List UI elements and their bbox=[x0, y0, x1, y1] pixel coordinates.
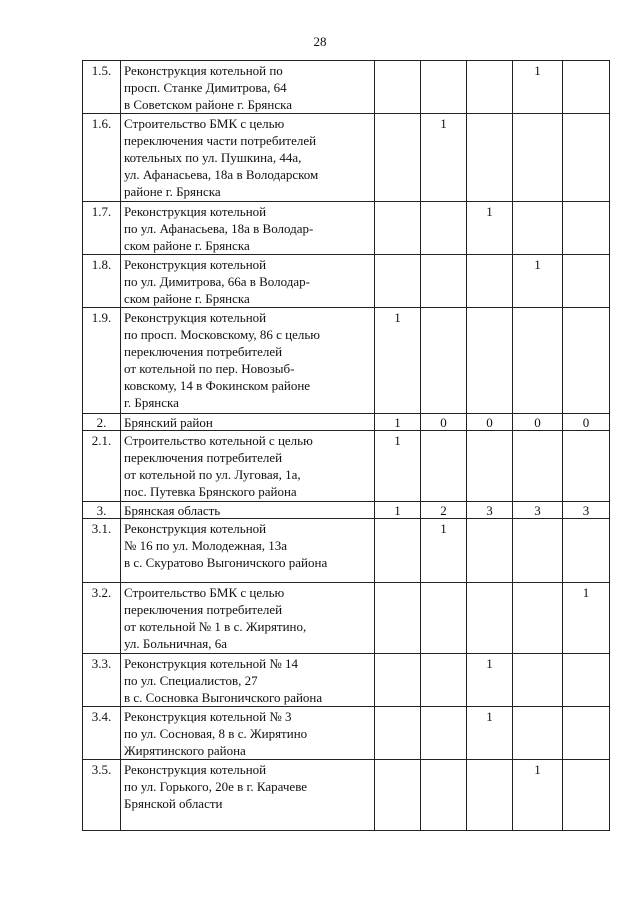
row-value-col-5: 0 bbox=[563, 414, 610, 431]
row-number: 3. bbox=[83, 502, 121, 519]
row-number: 3.2. bbox=[83, 583, 121, 654]
row-number: 3.5. bbox=[83, 760, 121, 831]
row-description: Строительство котельной с целью переключения потребителей от котельной по ул. Луговая, 1а, пос. Путевка Брянского района bbox=[121, 431, 375, 502]
table-row bbox=[83, 707, 610, 760]
row-value-col-3 bbox=[467, 61, 513, 114]
row-number: 2.1. bbox=[83, 431, 121, 502]
row-description: Строительство БМК с целью переключения потребителей от котельной № 1 в с. Жирятино, ул. Больничная, 6а bbox=[121, 583, 375, 654]
table-row bbox=[83, 760, 610, 831]
row-value-col-1 bbox=[375, 654, 421, 707]
row-value-col-2 bbox=[421, 202, 467, 255]
row-value-col-1 bbox=[375, 583, 421, 654]
boiler-plan-table bbox=[82, 60, 610, 831]
row-number: 3.4. bbox=[83, 707, 121, 760]
row-number: 1.6. bbox=[83, 114, 121, 202]
row-value-col-1 bbox=[375, 707, 421, 760]
row-value-col-4: 0 bbox=[513, 414, 563, 431]
row-value-col-1 bbox=[375, 760, 421, 831]
row-value-col-2 bbox=[421, 654, 467, 707]
row-value-col-2: 0 bbox=[421, 414, 467, 431]
row-value-col-5 bbox=[563, 707, 610, 760]
row-value-col-3 bbox=[467, 308, 513, 414]
row-value-col-4: 1 bbox=[513, 255, 563, 308]
row-value-col-2 bbox=[421, 308, 467, 414]
row-number: 2. bbox=[83, 414, 121, 431]
row-value-col-1: 1 bbox=[375, 502, 421, 519]
row-value-col-2 bbox=[421, 255, 467, 308]
row-value-col-1: 1 bbox=[375, 414, 421, 431]
table-row bbox=[83, 114, 610, 202]
row-value-col-5 bbox=[563, 114, 610, 202]
table-summary-row bbox=[83, 414, 610, 431]
row-value-col-2 bbox=[421, 61, 467, 114]
row-value-col-1 bbox=[375, 519, 421, 583]
row-value-col-3 bbox=[467, 519, 513, 583]
row-description: Реконструкция котельной № 14 по ул. Специалистов, 27 в с. Сосновка Выгоничского района bbox=[121, 654, 375, 707]
row-value-col-5 bbox=[563, 61, 610, 114]
table-row bbox=[83, 583, 610, 654]
table-row bbox=[83, 255, 610, 308]
row-value-col-4 bbox=[513, 308, 563, 414]
row-value-col-3 bbox=[467, 583, 513, 654]
row-value-col-3: 0 bbox=[467, 414, 513, 431]
row-value-col-2 bbox=[421, 431, 467, 502]
row-value-col-2: 1 bbox=[421, 519, 467, 583]
row-value-col-5 bbox=[563, 431, 610, 502]
row-description: Брянская область bbox=[121, 502, 375, 519]
row-value-col-3 bbox=[467, 255, 513, 308]
row-value-col-1: 1 bbox=[375, 308, 421, 414]
row-value-col-2 bbox=[421, 707, 467, 760]
row-value-col-4 bbox=[513, 583, 563, 654]
row-value-col-2: 2 bbox=[421, 502, 467, 519]
row-value-col-1 bbox=[375, 114, 421, 202]
row-value-col-1: 1 bbox=[375, 431, 421, 502]
row-value-col-4 bbox=[513, 431, 563, 502]
row-value-col-3: 3 bbox=[467, 502, 513, 519]
table-summary-row bbox=[83, 502, 610, 519]
row-value-col-5: 1 bbox=[563, 583, 610, 654]
row-value-col-3: 1 bbox=[467, 654, 513, 707]
row-number: 1.5. bbox=[83, 61, 121, 114]
row-value-col-2: 1 bbox=[421, 114, 467, 202]
row-value-col-3 bbox=[467, 431, 513, 502]
row-value-col-4: 3 bbox=[513, 502, 563, 519]
row-description: Реконструкция котельной № 3 по ул. Сосновая, 8 в с. Жирятино Жирятинского района bbox=[121, 707, 375, 760]
table-row bbox=[83, 431, 610, 502]
row-number: 1.7. bbox=[83, 202, 121, 255]
page-number: 28 bbox=[313, 34, 327, 49]
row-description: Реконструкция котельной № 16 по ул. Молодежная, 13а в с. Скуратово Выгоничского района bbox=[121, 519, 375, 583]
row-value-col-5 bbox=[563, 519, 610, 583]
row-value-col-3: 1 bbox=[467, 202, 513, 255]
row-value-col-5: 3 bbox=[563, 502, 610, 519]
row-description: Реконструкция котельной по ул. Афанасьева, 18а в Володар- ском районе г. Брянска bbox=[121, 202, 375, 255]
row-description: Реконструкция котельной по просп. Станке Димитрова, 64 в Советском районе г. Брянска bbox=[121, 61, 375, 114]
row-description: Брянский район bbox=[121, 414, 375, 431]
row-value-col-4 bbox=[513, 654, 563, 707]
row-number: 1.8. bbox=[83, 255, 121, 308]
row-value-col-5 bbox=[563, 308, 610, 414]
row-number: 3.1. bbox=[83, 519, 121, 583]
row-description: Реконструкция котельной по ул. Димитрова, 66а в Володар- ском районе г. Брянска bbox=[121, 255, 375, 308]
row-value-col-5 bbox=[563, 255, 610, 308]
row-value-col-3 bbox=[467, 114, 513, 202]
table-row bbox=[83, 61, 610, 114]
row-description: Строительство БМК с целью переключения части потребителей котельных по ул. Пушкина, 44а, ул. Афанасьева, 18а в Володарском районе г. Брянска bbox=[121, 114, 375, 202]
row-number: 1.9. bbox=[83, 308, 121, 414]
row-value-col-3 bbox=[467, 760, 513, 831]
row-value-col-2 bbox=[421, 760, 467, 831]
row-value-col-4 bbox=[513, 707, 563, 760]
row-value-col-1 bbox=[375, 61, 421, 114]
row-value-col-3: 1 bbox=[467, 707, 513, 760]
row-description: Реконструкция котельной по ул. Горького, 20е в г. Карачеве Брянской области bbox=[121, 760, 375, 831]
table-row bbox=[83, 519, 610, 583]
row-value-col-1 bbox=[375, 202, 421, 255]
row-value-col-4 bbox=[513, 519, 563, 583]
row-value-col-4: 1 bbox=[513, 760, 563, 831]
row-value-col-1 bbox=[375, 255, 421, 308]
row-value-col-5 bbox=[563, 654, 610, 707]
row-description: Реконструкция котельной по просп. Московскому, 86 с целью переключения потребителей от котельной по пер. Новозыб- ковскому, 14 в Фокинском районе г. Брянска bbox=[121, 308, 375, 414]
table-row bbox=[83, 654, 610, 707]
table-row bbox=[83, 308, 610, 414]
row-number: 3.3. bbox=[83, 654, 121, 707]
table-row bbox=[83, 202, 610, 255]
row-value-col-4: 1 bbox=[513, 61, 563, 114]
row-value-col-4 bbox=[513, 202, 563, 255]
row-value-col-5 bbox=[563, 202, 610, 255]
row-value-col-4 bbox=[513, 114, 563, 202]
row-value-col-2 bbox=[421, 583, 467, 654]
row-value-col-5 bbox=[563, 760, 610, 831]
